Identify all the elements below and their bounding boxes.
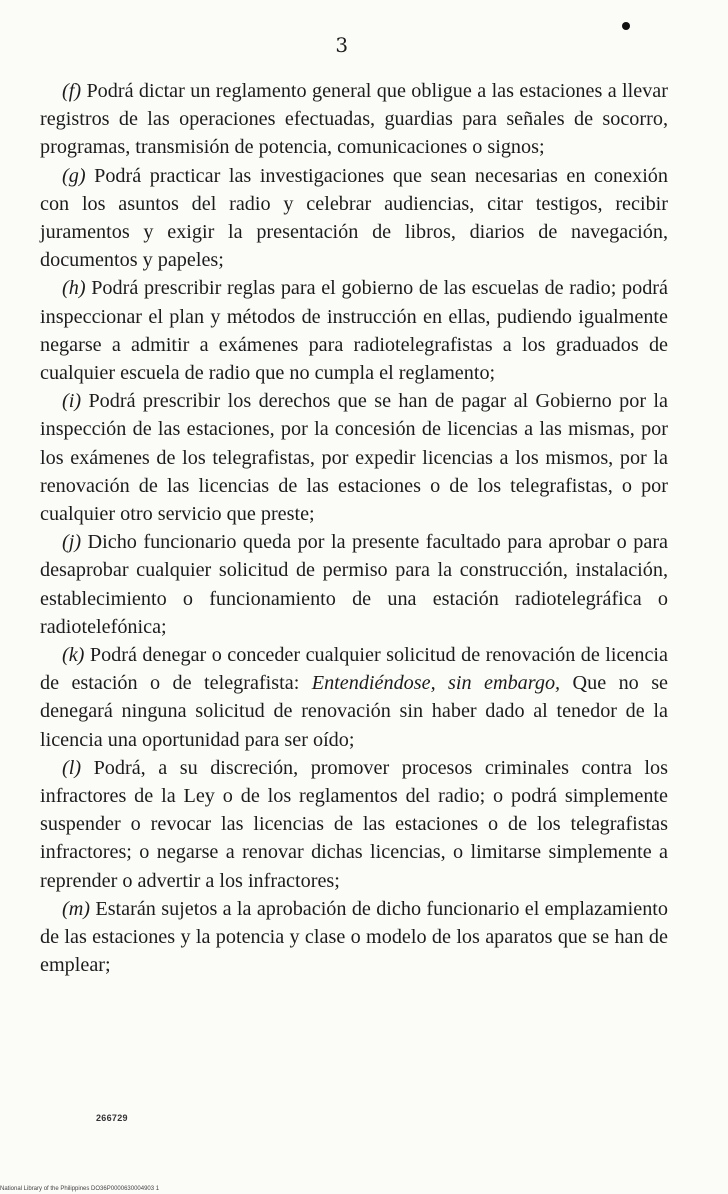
page-number: 3 [335, 33, 349, 57]
paragraph-j [40, 528, 668, 641]
body-text [40, 77, 668, 980]
paragraph-h [40, 274, 668, 387]
item-letter: (j) [62, 531, 82, 554]
paragraph-text-after: Que no se denegará ninguna solicitud de renovación sin haber dado al tenedor de la licencia una oportunidad para ser oído; [40, 672, 669, 751]
item-letter: (h) [62, 277, 86, 300]
paragraph-f [40, 77, 668, 162]
item-letter: (k) [62, 644, 85, 667]
item-letter: (f) [62, 80, 82, 102]
paragraph-text: Podrá, a su discreción, promover procesos criminales contra los infractores de la Ley o de los reglamentos del radio; o podrá simplemente suspender o revocar las licencias de las estaciones o de los telegrafistas infractores; o negarse a renovar dichas licencias, o limitarse simplemente a reprender o advertir a los infractores; [40, 756, 668, 892]
paragraph-text: Estarán sujetos a la aprobación de dicho funcionario el emplazamiento de las estaciones y la potencia y clase o modelo de los aparatos que se han de emplear; [40, 897, 668, 977]
print-code: 266729 [96, 1113, 128, 1123]
paragraph-text: Podrá denegar o conceder cualquier solicitud de renovación de licencia de estación o de telegrafista: [40, 644, 668, 695]
paragraph-g [40, 162, 668, 275]
paragraph-l [40, 754, 668, 895]
paragraph-i [40, 387, 668, 528]
item-letter: (i) [62, 390, 82, 413]
item-letter: (l) [62, 756, 82, 779]
paragraph-text: Podrá dictar un reglamento general que obligue a las estaciones a llevar registros de las operaciones efectuadas, guardias para señales de socorro, programas, transmisión de potencia, comunicaciones o signos; [40, 80, 668, 159]
item-letter: (g) [62, 164, 86, 187]
ink-dot [622, 22, 630, 30]
item-letter: (m) [62, 897, 91, 920]
paragraph-text: Dicho funcionario queda por la presente facultado para aprobar o para desaprobar cualquier solicitud de permiso para la construcción, instalación, establecimiento o funcionamiento de una estación radiotelegráfica o radiotelefónica; [40, 531, 668, 638]
paragraph-text: Podrá prescribir los derechos que se han de pagar al Gobierno por la inspección de las estaciones, por la concesión de licencias a las mismas, por los exámenes de los telegrafistas, por expedir licencias a los mismos, por la renovación de las licencias de las estaciones o de los telegrafistas, o por cualquier otro servicio que preste; [40, 390, 668, 526]
paragraph-text: Podrá prescribir reglas para el gobierno de las escuelas de radio; podrá inspeccionar el plan y métodos de instrucción en ellas, pudiendo igualmente negarse a admitir a exámenes para radiotelegrafistas a los graduados de cualquier escuela de radio que no cumpla el reglamento; [40, 277, 668, 385]
proviso-italic: Entendiéndose, sin embargo, [311, 672, 561, 695]
scan-credit: National Library of the Philippines DO36P0000630004903 1 [0, 1186, 160, 1192]
paragraph-text: Podrá practicar las investigaciones que sean necesarias en conexión con los asuntos del radio y celebrar audiencias, citar testigos, recibir juramentos y exigir la presentación de libros, diarios de navegación, documentos y papeles; [40, 164, 668, 272]
paragraph-m [40, 895, 668, 980]
paragraph-k [40, 641, 668, 754]
